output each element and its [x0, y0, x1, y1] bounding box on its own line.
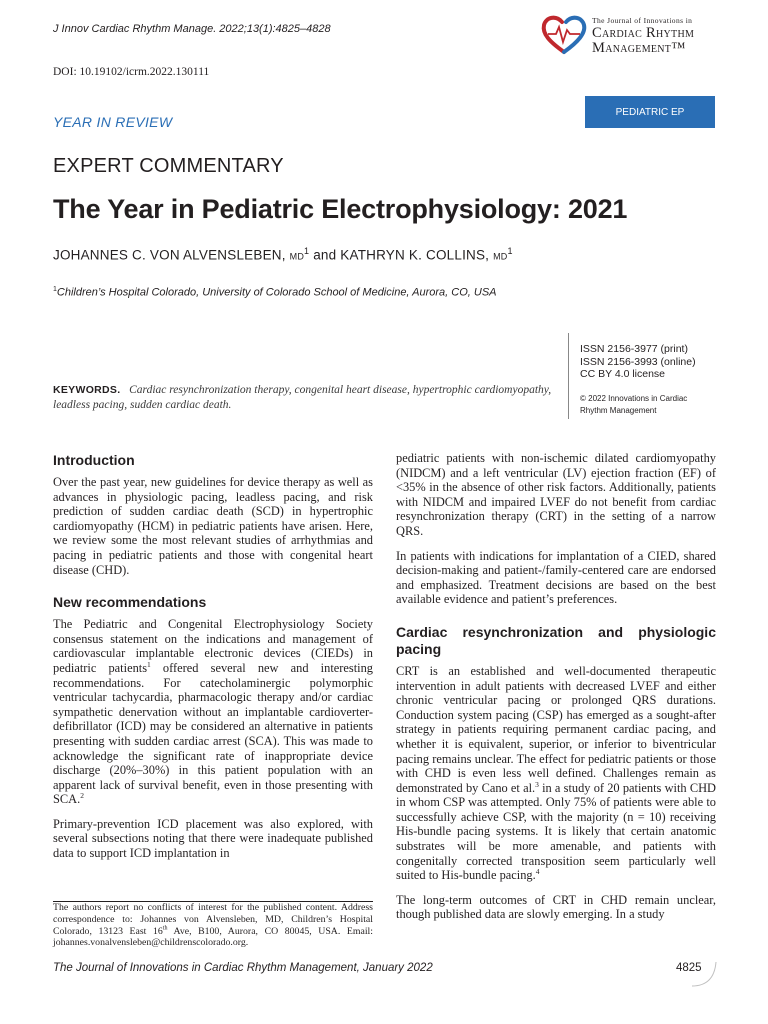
author-conjunction: and: [313, 247, 337, 263]
body-column-right: [396, 451, 716, 932]
logo-line-1: The Journal of Innovations in: [592, 16, 693, 25]
paragraph-text: offered several new and interesting recommendations. For catecholaminergic polymorphic ventricular tachycardia, pharmacologic therapy and/or cardiac sympathetic denervation without an implantable cardioverter-defibrillator (ICD) may be considered an alternative in patients presenting with sudden cardiac arrest (SCA). This was made to acknowledge the significant rate of inappropriate device discharge (20%–30%) in this patient population with an apparent lack of survival benefit, even in those presenting with SCA.: [53, 660, 373, 807]
reference-2[interactable]: 2: [80, 791, 84, 801]
section-heading-crt: Cardiac resynchronization and physiologic pacing: [396, 623, 716, 657]
page-footer-journal: The Journal of Innovations in Cardiac Rhythm Management, January 2022: [53, 962, 433, 974]
author-list: [53, 246, 513, 263]
meta-divider: [568, 333, 569, 419]
paragraph: The long-term outcomes of CRT in CHD remain unclear, though published data are slowly emerging. In a study: [396, 892, 716, 922]
paragraph: In patients with indications for implantation of a CIED, shared decision-making and patient-/family-centered care are endorsed and emphasized. Treatment decisions are based on the best available evidence and patient’s preferences.: [396, 548, 716, 607]
paragraph: Over the past year, new guidelines for device therapy as well as advances in physiologic pacing, leadless pacing, and risk prediction of sudden cardiac death (SCD) in hypertrophic cardiomyopathy (HCM) in pediatric patients have arisen. Here, we review some the most relevant studies of arrhythmias and pacing in pediatric patients and those with congenital heart disease (CHD).: [53, 475, 373, 577]
paragraph: [53, 617, 373, 807]
reference-4[interactable]: 4: [535, 867, 540, 877]
article-series: YEAR IN REVIEW: [53, 114, 173, 130]
section-heading-new-recommendations: New recommendations: [53, 594, 207, 611]
author-1-degree: MD: [289, 251, 305, 262]
paragraph-text: CRT is an established and well-documented therapeutic intervention in adult patients with decreased LVEF and either chronic ventricular pacing or prolonged QRS durations. Conduction system pacing (CSP) has emerged as a sought-after strategy in patients requiring permanent cardiac pacing, and whether it is equivalent, superior, or inferior to biventricular pacing remains unclear. The effect for pediatric patients or those with CHD is even less well defined. Challenges remain as demonstrated by Cano et al.: [396, 663, 716, 795]
page-number: 4825: [676, 962, 702, 974]
footnote: [53, 902, 373, 949]
logo-line-3: Management™: [592, 40, 686, 56]
paragraph: pediatric patients with non-ischemic dilated cardiomyopathy (NIDCM) and a left ventricular (LV) ejection fraction (EF) of <35% in the absence of other risk factors. Additionally, patients with NIDCM and impaired LVEF do not benefit from cardiac resynchronization therapy (CRT) in the setting of a narrow QRS.: [396, 451, 716, 538]
affiliation-mark: 1: [53, 286, 57, 293]
keywords-text: Cardiac resynchronization therapy, congenital heart disease, hypertrophic cardiomyopathy, leadless pacing, sudden cardiac death.: [53, 384, 552, 411]
issn-online: ISSN 2156-3993 (online): [580, 355, 696, 368]
author-1-name: JOHANNES C. VON ALVENSLEBEN,: [53, 247, 286, 263]
paragraph-text: in a study of 20 patients with CHD in whom CSP was attempted. Only 75% of patients were able to successfully achieve CSP, with the majority (n = 10) receiving His-bundle pacing systems. It is likely that certain anatomic substrates will be more amenable, and patients with congenitally corrected transposition seem particularly well suited to His-bundle pacing.: [396, 780, 716, 883]
section-heading-introduction: Introduction: [53, 452, 135, 468]
keywords: [53, 383, 555, 413]
paragraph: [396, 664, 716, 883]
affiliation: [53, 286, 497, 299]
footer-arc-icon: [690, 960, 720, 990]
footnote-superscript: th: [162, 925, 168, 932]
journal-logo: [540, 12, 730, 60]
footnote-text: The authors report no conflicts of interest for the published content. Address correspondence to: Johannes von Alvensleben, MD, Children’s Hospital Colorado, 13123 East 16: [53, 902, 373, 937]
affiliation-text: Children’s Hospital Colorado, University of Colorado School of Medicine, Aurora, CO, USA: [56, 286, 497, 299]
author-2-degree: MD: [493, 251, 508, 262]
author-2-name: KATHRYN K. COLLINS,: [340, 247, 490, 263]
reference-1[interactable]: 1: [147, 659, 151, 669]
article-title: The Year in Pediatric Electrophysiology: 2021: [53, 194, 628, 224]
license: CC BY 4.0 license: [580, 368, 666, 380]
journal-citation: J Innov Cardiac Rhythm Manage. 2022;13(1):4825–4828: [53, 23, 331, 35]
author-2-affiliation-mark: 1: [507, 246, 513, 256]
paragraph-text: The Pediatric and Congenital Electrophysiology Society consensus statement on the indications and management of cardiovascular implantable electronic devices (CIEDs) in pediatric patients: [53, 617, 373, 675]
logo-line-2: Cardiac Rhythm: [592, 25, 695, 41]
paragraph: Primary-prevention ICD placement was also explored, with several subsections noting that there were inadequate published data to support ICD implantation in: [53, 816, 373, 861]
issn-block: [580, 343, 696, 381]
copyright: © 2022 Innovations in Cardiac Rhythm Management: [580, 394, 688, 415]
author-1-affiliation-mark: 1: [304, 246, 310, 256]
issn-print: ISSN 2156-3977 (print): [580, 343, 688, 355]
article-type: EXPERT COMMENTARY: [53, 155, 284, 177]
section-tag: PEDIATRIC EP: [585, 96, 715, 128]
reference-3[interactable]: 3: [535, 779, 539, 789]
footnote-text: Ave, B100, Aurora, CO 80045, USA. Email: johannes.vonalvensleben@childrenscolorado.org.: [53, 925, 373, 949]
doi[interactable]: DOI: 10.19102/icrm.2022.130111: [53, 66, 210, 78]
body-column-left: [53, 452, 373, 871]
heart-logo-icon: [540, 12, 588, 58]
keywords-label: KEYWORDS.: [53, 384, 121, 396]
